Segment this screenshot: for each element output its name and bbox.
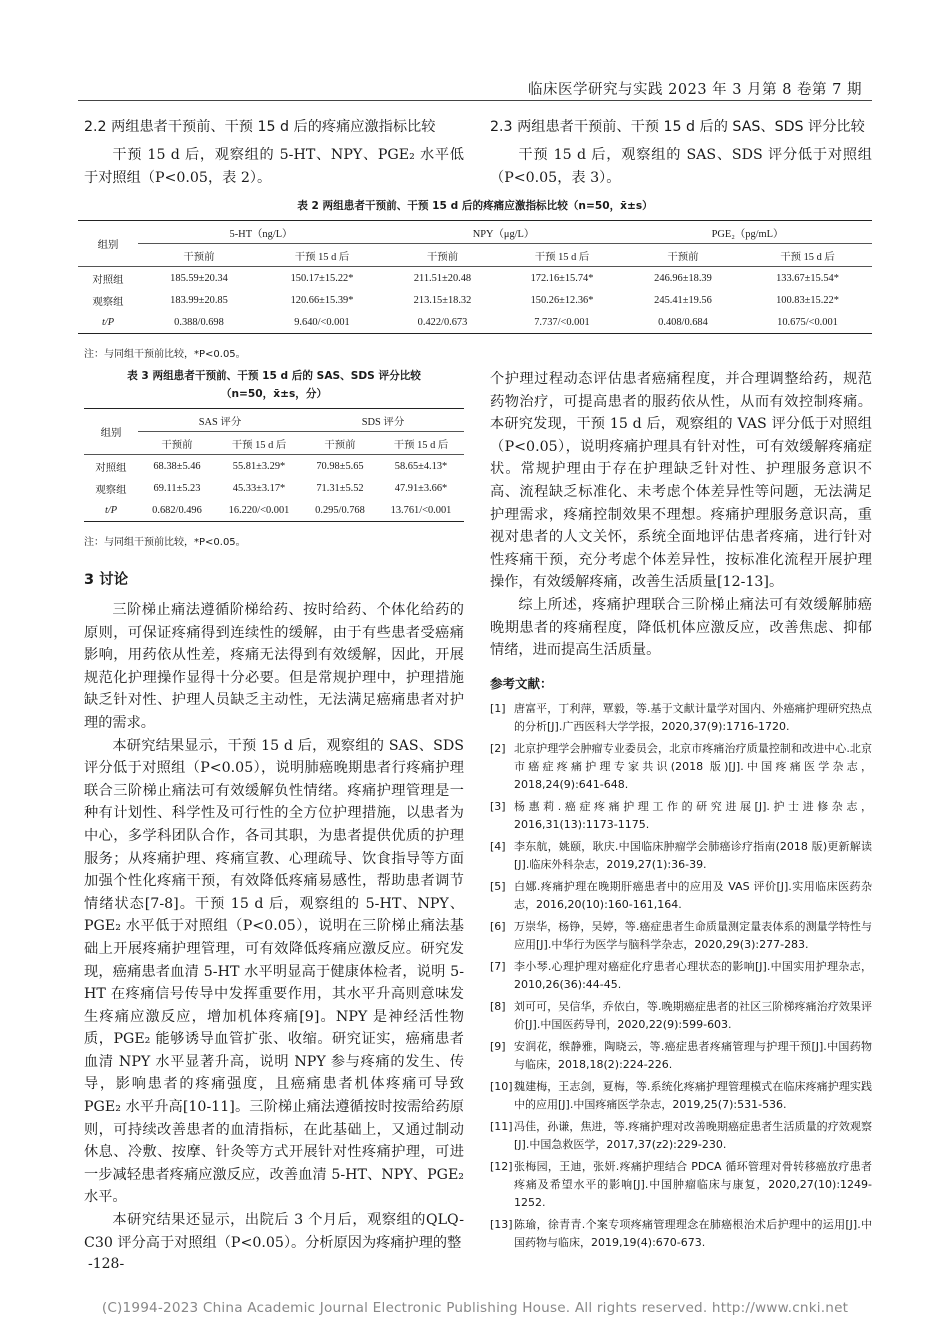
- discussion-paragraph-1: 三阶梯止痛法遵循阶梯给药、按时给药、个体化给药的原则，可保证疼痛得到连续性的缓解，由于有些患者受癌痛影响，用药依从性差，疼痛无法得到有效缓解，因此，开展规范化护理操作显得十分必要。但是常规护理中，护理措施缺乏针对性、护理人员缺乏主动性，无法满足癌痛患者对护理的需求。: [84, 602, 464, 731]
- table-cell: 120.66±15.39*: [290, 294, 354, 306]
- reference-number: [6]: [490, 919, 506, 933]
- reference-item: [490, 878, 872, 914]
- reference-item: [490, 798, 872, 834]
- table-cell: 45.33±3.17*: [232, 482, 286, 494]
- table-cell: 47.91±3.66*: [394, 482, 448, 494]
- reference-item: [490, 1158, 872, 1213]
- reference-number: [4]: [490, 839, 506, 853]
- table-cell: 0.422/0.673: [417, 316, 468, 328]
- table-2-subheader: 干预前: [183, 251, 215, 263]
- table-3-row-label: 观察组: [95, 484, 127, 496]
- table-row: [84, 455, 464, 478]
- reference-item: [490, 700, 872, 736]
- reference-item: [490, 838, 872, 874]
- reference-text: 魏建梅，王志剑，夏梅，等.系统化疼痛护理管理模式在临床疼痛护理实践中的应用[J].中国疼痛医学杂志，2019,25(7):531-536.: [514, 1079, 872, 1112]
- references-title: 参考文献：: [490, 675, 553, 691]
- table-cell: 0.682/0.496: [152, 504, 202, 516]
- reference-text: 冯佳，孙谦，焦进，等.疼痛护理对改善晚期癌症患者生活质量的疗效观察[J].中国急救医学，2017,37(z2):229-230.: [514, 1119, 872, 1152]
- reference-item: [490, 1118, 872, 1154]
- table-cell: 0.295/0.768: [315, 504, 365, 516]
- table-cell: 7.737/<0.001: [534, 316, 590, 328]
- header-rule: [78, 100, 872, 101]
- reference-item: [490, 1216, 872, 1252]
- section-2-3-title: 2.3 两组患者干预前、干预 15 d 后的 SAS、SDS 评分比较: [490, 119, 865, 135]
- table-2-subheader: 干预 15 d 后: [294, 251, 350, 263]
- reference-number: [7]: [490, 959, 506, 973]
- reference-number: [11]: [490, 1119, 513, 1133]
- reference-number: [2]: [490, 741, 506, 755]
- reference-number: [3]: [490, 799, 506, 813]
- table-cell: 245.41±19.56: [654, 294, 712, 306]
- reference-text: 杨惠莉.癌症疼痛护理工作的研究进展[J].护士进修杂志，2016,31(13):1173-1175.: [514, 799, 872, 832]
- reference-text: 张梅园，王迪，张妍.疼痛护理结合 PDCA 循环管理对骨转移癌放疗患者疼痛及希望水平的影响[J].中国肿瘤临床与康复，2020,27(10):1249-1252.: [514, 1159, 872, 1210]
- table-2-row-label: 对照组: [92, 274, 124, 286]
- discussion-paragraph-2: 本研究结果显示，干预 15 d 后，观察组的 SAS、SDS 评分低于对照组（P<0.05），说明肺癌晚期患者行疼痛护理联合三阶梯止痛法可有效缓解负性情绪。疼痛护理管理是一种有计划性、科学性及可行性的全方位护理措施，以患者为中心，多学科团队合作，各司其职，为患者提供优质的护理服务；从疼痛护理、疼痛宣教、心理疏导、饮食指导等方面加强个性化疼痛干预，有效降低疼痛易感性，帮助患者调节情绪状态[7-8]。干预 15 d 后，观察组的 5-HT、NPY、PGE₂ 水平低于对照组（P<0.05），说明在三阶梯止痛法基础上开展疼痛护理管理，可有效降低疼痛应激反应。研究发现，癌痛患者血清 5-HT 水平明显高于健康体检者，说明 5-HT 在疼痛信号传导中发挥重要作用，其水平升高则意味发生疼痛应激反应，增加机体疼痛[9]。NPY 是神经活性物质，PGE₂ 能够诱导血管扩张、收缩。研究证实，癌痛患者血清 NPY 水平显著升高，说明 NPY 参与疼痛的发生、传导，影响患者的疼痛强度，且癌痛患者机体疼痛可导致 PGE₂ 水平升高[10-11]。三阶梯止痛法遵循按时按需给药原则，可持续改善患者的血清指标，在此基础上，又通过制动休息、冷敷、按摩、针灸等方式开展针对性疼痛护理，可进一步减轻患者疼痛应激反应，改善血清 5-HT、NPY、PGE₂ 水平。: [84, 737, 464, 1206]
- table-cell: 150.26±12.36*: [530, 294, 594, 306]
- reference-item: [490, 740, 872, 795]
- left-column: [84, 368, 464, 1254]
- table-3-caption-line1: 表 3 两组患者干预前、干预 15 d 后的 SAS、SDS 评分比较: [127, 370, 421, 382]
- reference-item: [490, 958, 872, 994]
- table-3-row-label: 对照组: [95, 462, 127, 474]
- reference-text: 安润花，缑静雅，陶晓云，等.癌症患者疼痛管理与护理干预[J].中国药物与临床，2018,18(2):224-226.: [514, 1039, 872, 1072]
- reference-number: [5]: [490, 879, 506, 893]
- section-2-3-text: 干预 15 d 后，观察组的 SAS、SDS 评分低于对照组（P<0.05，表 3）。: [490, 147, 872, 186]
- table-cell: 213.15±18.32: [413, 294, 472, 306]
- table-2-row-label: 观察组: [92, 296, 124, 308]
- reference-text: 刘可可，吴信华，乔依白，等.晚期癌症患者的社区三阶梯疼痛治疗效果评价[J].中国医药导刊，2020,22(9):599-603.: [514, 999, 872, 1032]
- reference-item: [490, 1038, 872, 1074]
- table-3-note: 注：与同组干预前比较，*P<0.05。: [84, 537, 246, 548]
- table-3-subheader: 干预 15 d 后: [231, 439, 287, 451]
- table-cell: 133.67±15.54*: [776, 272, 839, 284]
- table-2-caption: 表 2 两组患者干预前、干预 15 d 后的疼痛应激指标比较（n=50，x̄±s）: [297, 200, 653, 212]
- table-cell: 185.59±20.34: [170, 272, 228, 284]
- table-cell: 211.51±20.48: [413, 272, 472, 284]
- table-cell: 246.96±18.39: [654, 272, 712, 284]
- discussion-paragraph-4: 综上所述，疼痛护理联合三阶梯止痛法可有效缓解肺癌晚期患者的疼痛程度，降低机体应激反应，改善焦虑、抑郁情绪，进而提高生活质量。: [490, 596, 872, 659]
- reference-text: 万崇华，杨铮，吴婷，等.癌症患者生命质量测定量表体系的测量学特性与应用[J].中华行为医学与脑科学杂志，2020,29(3):277-283.: [514, 919, 872, 952]
- reference-item: [490, 998, 872, 1034]
- table-cell: 0.408/0.684: [658, 316, 708, 328]
- reference-number: [9]: [490, 1039, 506, 1053]
- table-cell: 58.65±4.13*: [394, 460, 448, 472]
- reference-number: [13]: [490, 1218, 513, 1232]
- table-3-subheader: 干预前: [324, 439, 356, 451]
- table-cell: 71.31±5.52: [316, 482, 364, 494]
- table-2-subheader: 干预前: [426, 251, 459, 263]
- table-cell: 0.388/0.698: [174, 316, 224, 328]
- table-3-group-header: SDS 评分: [302, 409, 464, 432]
- table-cell: 69.11±5.23: [153, 482, 201, 494]
- reference-number: [1]: [490, 701, 506, 715]
- reference-number: [8]: [490, 999, 506, 1013]
- table-row: [78, 289, 872, 311]
- table-cell: 16.220/<0.001: [228, 504, 290, 516]
- section-2-2-title: 2.2 两组患者干预前、干预 15 d 后的疼痛应激指标比较: [84, 119, 436, 135]
- table-cell: 183.99±20.85: [170, 294, 228, 306]
- table-cell: 55.81±3.29*: [232, 460, 286, 472]
- table-cell: 100.83±15.22*: [776, 294, 839, 306]
- reference-text: 唐富平，丁利萍，覃毅，等.基于文献计量学对国内、外癌痛护理研究热点的分析[J].广西医科大学学报，2020,37(9):1716-1720.: [514, 701, 872, 733]
- discussion-title: 3 讨论: [84, 572, 129, 588]
- table-cell: 172.16±15.74*: [530, 272, 594, 284]
- table-2-group-header: NPY（μg/L）: [384, 221, 623, 244]
- references-list: [490, 700, 872, 1253]
- discussion-paragraph-3-continued: 个护理过程动态评估患者癌痛程度，并合理调整给药，规范药物治疗，可提高患者的服药依从性，从而有效控制疼痛。本研究发现，干预 15 d 后，观察组的 VAS 评分低于对照组（P<0.05），说明疼痛护理具有针对性，可有效缓解疼痛症状。常规护理由于存在护理缺乏针对性、护理服务意识不高、流程缺乏标准化、未考虑个体差异性等问题，无法满足护理需求，疼痛控制效果不理想。疼痛护理服务意识高，重视对患者的人文关怀，系统全面地评估患者疼痛，进行针对性疼痛干预，充分考虑个体差异性，按标准化流程开展护理操作，有效缓解疼痛，改善生活质量[12-13]。: [490, 371, 872, 591]
- table-2-group-label: 组别: [78, 221, 138, 267]
- table-2-block: [78, 198, 872, 360]
- table-2-row-label: t/P: [101, 316, 115, 328]
- reference-number: [12]: [490, 1159, 513, 1173]
- table-cell: 9.640/<0.001: [294, 316, 350, 328]
- table-3-group-label: 组别: [84, 409, 138, 455]
- reference-text: 白娜.疼痛护理在晚期肝癌患者中的应用及 VAS 评价[J].实用临床医药杂志，2016,20(10):160-161,164.: [514, 879, 872, 912]
- reference-text: 李小琴.心理护理对癌症化疗患者心理状态的影响[J].中国实用护理杂志，2010,26(36):44-45.: [514, 959, 872, 992]
- section-2-2: [84, 116, 464, 189]
- table-cell: 10.675/<0.001: [777, 316, 838, 328]
- page-number: -128-: [88, 1256, 125, 1272]
- table-cell: 70.98±5.65: [316, 460, 364, 472]
- reference-number: [10]: [490, 1079, 513, 1093]
- table-3-row-label: t/P: [104, 504, 118, 516]
- table-2-subheader: 干预 15 d 后: [534, 251, 590, 263]
- table-3-subheader: 干预 15 d 后: [393, 439, 449, 451]
- copyright-footer: (C)1994-2023 China Academic Journal Electronic Publishing House. All rights reserved. http://www.cnki.net: [101, 1300, 849, 1316]
- table-cell: 68.38±5.46: [153, 460, 201, 472]
- table-3-caption-line2: （n=50，x̄±s，分）: [220, 388, 328, 400]
- table-3: [84, 408, 464, 522]
- table-2-group-header: PGE₂（pg/mL）: [623, 221, 872, 244]
- table-row: [84, 499, 464, 522]
- table-3-group-header: SAS 评分: [138, 409, 302, 432]
- table-cell: 150.17±15.22*: [290, 272, 354, 284]
- reference-text: 北京护理学会肿瘤专业委员会，北京市疼痛治疗质量控制和改进中心.北京市癌症疼痛护理专家共识(2018 版)[J].中国疼痛医学杂志，2018,24(9):641-648.: [514, 741, 872, 792]
- discussion-paragraph-3: 本研究结果还显示，出院后 3 个月后，观察组的QLQ-C30 评分高于对照组（P<0.05）。分析原因为疼痛护理的整: [84, 1212, 464, 1251]
- table-2: [78, 220, 872, 334]
- section-2-2-text: 干预 15 d 后，观察组的 5-HT、NPY、PGE₂ 水平低于对照组（P<0.05，表 2）。: [84, 147, 464, 186]
- table-2-subheader: 干预 15 d 后: [780, 251, 835, 263]
- table-3-subheader: 干预前: [161, 439, 193, 451]
- table-2-note: 注：与同组干预前比较，*P<0.05。: [84, 349, 246, 360]
- table-row: [78, 311, 872, 334]
- section-2-3: [490, 116, 872, 189]
- journal-header: 临床医学研究与实践 2023 年 3 月第 8 卷第 7 期: [528, 82, 862, 98]
- table-2-group-header: 5-HT（ng/L）: [138, 221, 384, 244]
- reference-item: [490, 918, 872, 954]
- right-column: [490, 368, 872, 1256]
- table-2-subheader: 干预前: [667, 251, 699, 263]
- reference-item: [490, 1078, 872, 1114]
- table-cell: 13.761/<0.001: [390, 504, 452, 516]
- table-row: [84, 477, 464, 499]
- reference-text: 陈瑜，徐青青.个案专项疼痛管理理念在肺癌根治术后护理中的运用[J].中国药物与临床，2019,19(4):670-673.: [514, 1218, 872, 1250]
- table-row: [78, 267, 872, 290]
- reference-text: 李东航，姚颐，耿庆.中国临床肿瘤学会肺癌诊疗指南(2018 版)更新解读[J].临床外科杂志，2019,27(1):36-39.: [514, 839, 872, 872]
